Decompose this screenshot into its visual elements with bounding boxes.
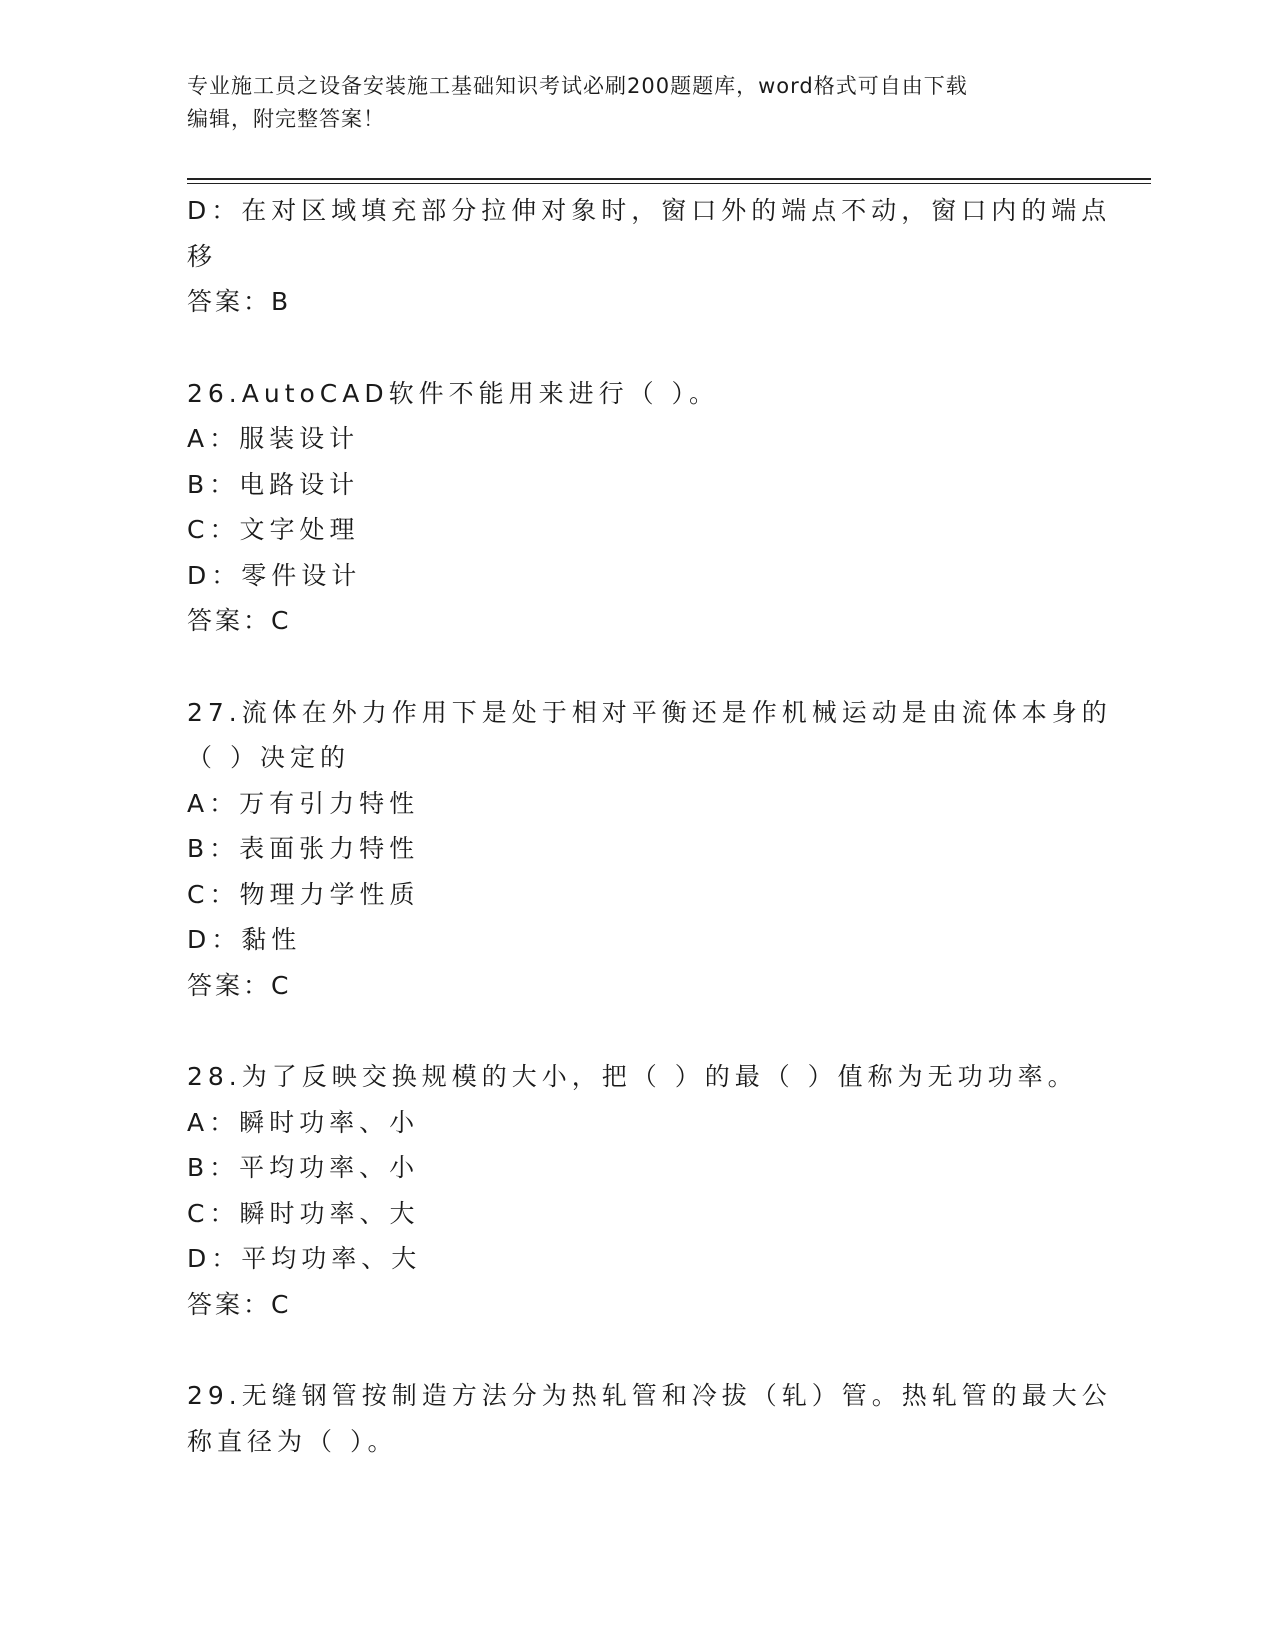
option-a: A：服装设计 xyxy=(187,424,360,453)
header-divider-thin xyxy=(187,183,1151,184)
answer: 答案：C xyxy=(187,970,292,1000)
document-header xyxy=(187,70,1087,136)
question-stem: 26.AutoCAD软件不能用来进行（ ）。 xyxy=(187,378,720,408)
option-b: B：电路设计 xyxy=(187,469,360,499)
question-stem: 29.无缝钢管按制造方法分为热轧管和冷拔（轧）管。热轧管的最大公 xyxy=(187,1381,1112,1410)
option-b: B：平均功率、小 xyxy=(187,1153,420,1182)
answer: 答案：C xyxy=(187,606,292,635)
option-d: D：零件设计 xyxy=(187,560,362,590)
question-stem-continued: 称直径为（ ）。 xyxy=(187,1426,398,1456)
option-a: A：万有引力特性 xyxy=(187,788,420,818)
option-d-continued: 移 xyxy=(187,241,218,271)
option-c: C：瞬时功率、大 xyxy=(187,1198,420,1228)
question-27 xyxy=(187,690,1112,1009)
answer: 答案：C xyxy=(187,1289,292,1319)
option-b: B：表面张力特性 xyxy=(187,834,420,863)
question-25 xyxy=(187,188,1112,325)
header-line-1: 专业施工员之设备安装施工基础知识考试必刷200题题库，word格式可自由下载 xyxy=(187,74,968,98)
option-c: C：文字处理 xyxy=(187,515,360,544)
option-d: D：平均功率、大 xyxy=(187,1244,422,1273)
question-list xyxy=(187,188,1112,1464)
option-d: D：在对区域填充部分拉伸对象时，窗口外的端点不动，窗口内的端点 xyxy=(187,196,1112,225)
option-d: D：黏性 xyxy=(187,925,302,954)
answer: 答案：B xyxy=(187,287,292,316)
header-line-2: 编辑，附完整答案！ xyxy=(187,107,385,131)
question-stem: 27.流体在外力作用下是处于相对平衡还是作机械运动是由流体本身的 xyxy=(187,697,1112,727)
question-stem: 28.为了反映交换规模的大小，把（ ）的最（ ）值称为无功功率。 xyxy=(187,1062,1078,1091)
header-divider-thick xyxy=(187,178,1151,180)
option-c: C：物理力学性质 xyxy=(187,879,420,909)
question-stem-continued: （ ）决定的 xyxy=(187,743,350,772)
question-26 xyxy=(187,371,1087,644)
question-28 xyxy=(187,1054,1087,1327)
option-a: A：瞬时功率、小 xyxy=(187,1107,420,1137)
question-29 xyxy=(187,1373,1112,1464)
